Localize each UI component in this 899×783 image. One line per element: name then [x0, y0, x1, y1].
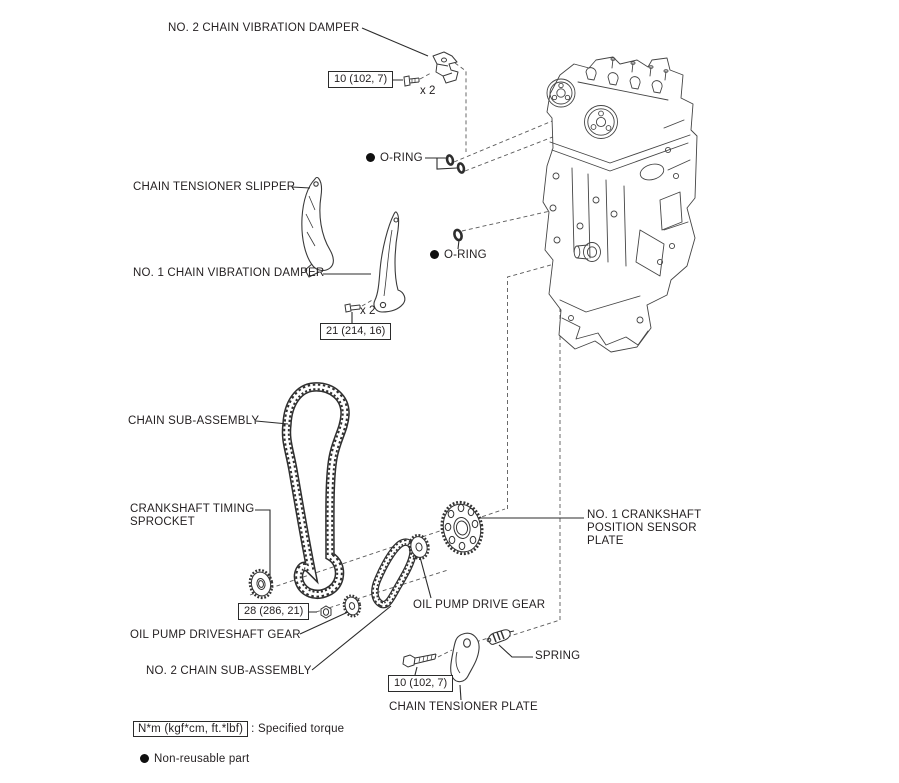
damper-bolt-mid-drawing [345, 304, 360, 312]
label-chain-tensioner-plate: CHAIN TENSIONER PLATE [389, 701, 538, 713]
torque-box-tensioner-plate-bolt: 10 (102, 7) [388, 675, 453, 692]
label-oil-pump-drive-gear: OIL PUMP DRIVE GEAR [413, 599, 546, 611]
non-reusable-dot-icon [140, 754, 149, 763]
no1-chain-vibration-damper-drawing [374, 212, 405, 312]
tensioner-plate-bolt-drawing [403, 654, 436, 667]
no1-crankshaft-position-sensor-plate-drawing [438, 499, 486, 557]
o-ring-mid-drawing [453, 229, 463, 241]
label-no1-chain-vibration-damper: NO. 1 CHAIN VIBRATION DAMPER [133, 267, 325, 279]
label-o-ring-mid: O-RING [430, 249, 487, 262]
label-chain-sub-assembly: CHAIN SUB-ASSEMBLY [128, 415, 260, 427]
label-no1-crankshaft-position-sensor-plate: NO. 1 CRANKSHAFT POSITION SENSOR PLATE [587, 509, 702, 547]
crankshaft-nut-drawing [321, 606, 331, 618]
no2-chain-sub-assembly-drawing [375, 542, 413, 604]
legend-specified-torque: N*m (kgf*cm, ft.*lbf) : Specified torque [133, 723, 344, 736]
label-oil-pump-driveshaft-gear: OIL PUMP DRIVESHAFT GEAR [130, 629, 301, 641]
torque-box-crankshaft-nut: 28 (286, 21) [238, 603, 309, 620]
label-spring: SPRING [535, 650, 581, 662]
chain-tensioner-plate-drawing [451, 633, 479, 681]
legend-non-reusable: Non-reusable part [140, 753, 249, 766]
o-ring-top-pair-drawing [446, 155, 465, 173]
label-o-ring-top: O-RING [366, 152, 423, 165]
torque-unit-box: N*m (kgf*cm, ft.*lbf) [133, 721, 248, 737]
crankshaft-timing-sprocket-drawing [247, 568, 274, 600]
label-crankshaft-timing-sprocket: CRANKSHAFT TIMING SPROCKET [130, 503, 255, 528]
chain-sub-assembly-drawing [286, 387, 345, 594]
qty-no2-damper: x 2 [420, 85, 436, 97]
label-chain-tensioner-slipper: CHAIN TENSIONER SLIPPER [133, 181, 296, 193]
oil-pump-driveshaft-gear-drawing [342, 594, 362, 618]
torque-box-no2-damper: 10 (102, 7) [328, 71, 393, 88]
engine-block-drawing [543, 57, 697, 352]
torque-box-no1-damper: 21 (214, 16) [320, 323, 391, 340]
no2-chain-vibration-damper-drawing [433, 52, 458, 83]
chain-tensioner-slipper-drawing [302, 178, 334, 278]
qty-no1-damper: x 2 [360, 305, 376, 317]
non-reusable-dot-icon [366, 153, 375, 162]
damper-bolt-top-drawing [404, 76, 419, 86]
non-reusable-dot-icon [430, 250, 439, 259]
label-no2-chain-vibration-damper: NO. 2 CHAIN VIBRATION DAMPER [168, 22, 360, 34]
label-no2-chain-sub-assembly: NO. 2 CHAIN SUB-ASSEMBLY [146, 665, 312, 677]
spring-drawing [487, 630, 514, 645]
